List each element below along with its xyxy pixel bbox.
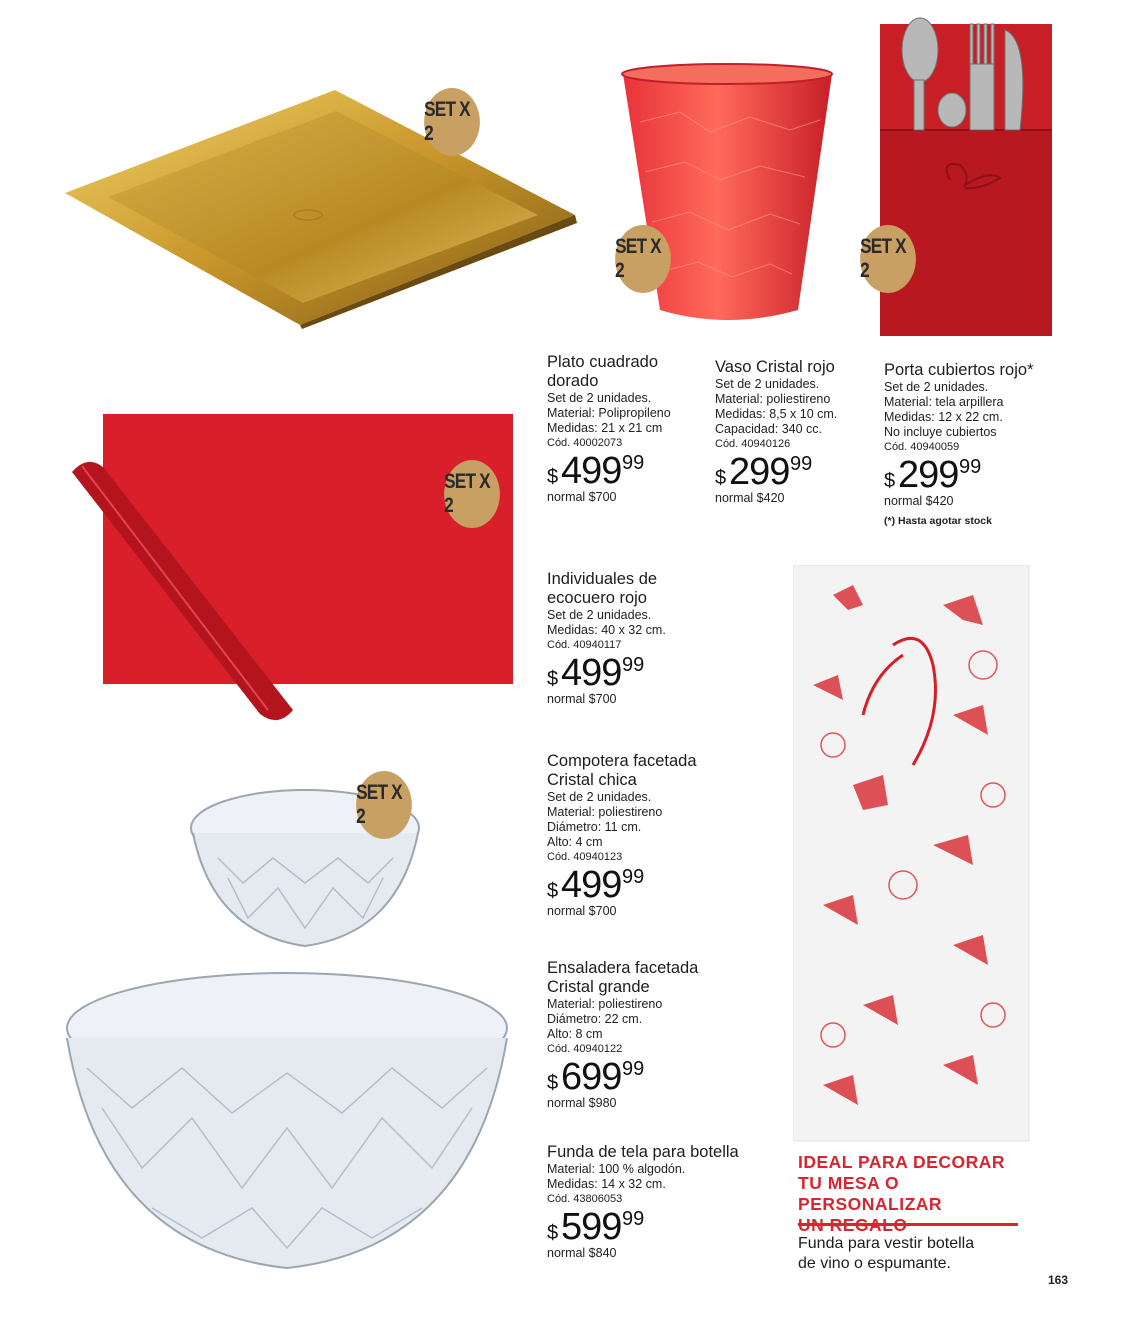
product-detail: No incluye cubiertos <box>884 425 997 439</box>
product-price <box>547 1206 747 1246</box>
price-decimals: 99 <box>622 1058 645 1080</box>
promo-headline-line: TU MESA O PERSONALIZAR <box>798 1173 943 1214</box>
product-detail: Set de 2 unidades. <box>547 391 652 405</box>
product-price <box>547 652 687 692</box>
product-detail: Alto: 8 cm <box>547 1027 603 1041</box>
product-detail: Material: 100 % algodón. <box>547 1162 686 1176</box>
product-price <box>884 454 1054 494</box>
product-detail: Medidas: 21 x 21 cm <box>547 421 663 435</box>
product-title: Ensaladera facetada Cristal grande <box>547 959 699 996</box>
price-currency: $ <box>547 880 559 902</box>
promo-subtext-line: de vino o espumante. <box>798 1255 951 1272</box>
product-title: Porta cubiertos rojo* <box>884 361 1034 379</box>
product-title: Compotera facetada Cristal chica <box>547 752 697 789</box>
price-decimals: 99 <box>622 1208 645 1230</box>
product-price <box>547 1056 707 1096</box>
normal-price: normal $840 <box>547 1246 617 1260</box>
product-red-glass <box>715 358 885 506</box>
set-badge-plate: SET X 2 <box>424 88 480 156</box>
product-large-bowl <box>547 959 707 1111</box>
product-gold-plate <box>547 353 677 505</box>
promo-divider <box>798 1223 1018 1226</box>
placemat-image <box>68 410 518 722</box>
price-integer: 599 <box>561 1206 622 1248</box>
product-code: Cód. 40940126 <box>715 438 791 450</box>
set-badge-placemat: SET X 2 <box>444 460 500 528</box>
product-title: Funda de tela para botella <box>547 1143 739 1161</box>
promo-headline-line: IDEAL PARA DECORAR <box>798 1152 1006 1172</box>
cutlery-holder-image <box>880 10 1055 338</box>
price-decimals: 99 <box>622 654 645 676</box>
price-integer: 699 <box>561 1056 622 1098</box>
price-integer: 299 <box>729 451 790 493</box>
product-small-bowl <box>547 752 707 919</box>
product-code: Cód. 40940123 <box>547 851 623 863</box>
price-currency: $ <box>547 1222 559 1244</box>
normal-price: normal $980 <box>547 1096 617 1110</box>
gold-plate-image <box>60 85 585 330</box>
product-detail: Material: tela arpillera <box>884 395 1004 409</box>
product-code: Cód. 40940122 <box>547 1043 623 1055</box>
price-integer: 499 <box>561 652 622 694</box>
price-decimals: 99 <box>622 866 645 888</box>
bottle-cover-image <box>793 565 1033 1143</box>
product-detail: Material: poliestireno <box>547 997 663 1011</box>
product-detail: Capacidad: 340 cc. <box>715 422 823 436</box>
price-decimals: 99 <box>790 453 813 475</box>
price-decimals: 99 <box>959 456 982 478</box>
normal-price: normal $700 <box>547 692 617 706</box>
price-currency: $ <box>547 1072 559 1094</box>
promo-subtext <box>798 1234 1038 1274</box>
product-detail: Medidas: 40 x 32 cm. <box>547 623 666 637</box>
product-title: Individuales de ecocuero rojo <box>547 570 658 607</box>
product-price <box>715 451 885 491</box>
product-detail: Set de 2 unidades. <box>715 377 820 391</box>
product-detail: Diámetro: 22 cm. <box>547 1012 643 1026</box>
product-cutlery-holder <box>884 361 1054 527</box>
set-badge-cutlery: SET X 2 <box>860 225 916 293</box>
price-integer: 499 <box>561 450 622 492</box>
product-bottle-cover <box>547 1143 747 1261</box>
normal-price: normal $420 <box>884 494 954 508</box>
product-detail: Set de 2 unidades. <box>884 380 989 394</box>
product-detail: Material: poliestireno <box>715 392 831 406</box>
product-code: Cód. 40002073 <box>547 437 623 449</box>
product-detail: Diámetro: 11 cm. <box>547 820 642 834</box>
product-code: Cód. 40940059 <box>884 441 960 453</box>
product-detail: Medidas: 12 x 22 cm. <box>884 410 1003 424</box>
price-currency: $ <box>547 668 559 690</box>
product-detail: Material: poliestireno <box>547 805 663 819</box>
price-integer: 299 <box>898 454 959 496</box>
product-detail: Material: Polipropileno <box>547 406 671 420</box>
product-code: Cód. 40940117 <box>547 639 622 651</box>
set-badge-glass: SET X 2 <box>615 225 671 293</box>
price-integer: 499 <box>561 864 622 906</box>
page-number: 163 <box>1048 1273 1069 1287</box>
product-price <box>547 450 677 490</box>
price-currency: $ <box>884 470 896 492</box>
stock-note: (*) Hasta agotar stock <box>884 515 992 527</box>
normal-price: normal $700 <box>547 490 617 504</box>
product-placemats <box>547 570 687 707</box>
promo-subtext-line: Funda para vestir botella <box>798 1235 975 1252</box>
product-title: Vaso Cristal rojo <box>715 358 835 376</box>
product-detail: Alto: 4 cm <box>547 835 603 849</box>
product-title: Plato cuadrado dorado <box>547 353 658 390</box>
product-detail: Medidas: 8,5 x 10 cm. <box>715 407 838 421</box>
normal-price: normal $420 <box>715 491 785 505</box>
product-code: Cód. 43806053 <box>547 1193 623 1205</box>
product-detail: Set de 2 unidades. <box>547 790 652 804</box>
set-badge-bowl: SET X 2 <box>356 771 412 839</box>
product-detail: Medidas: 14 x 32 cm. <box>547 1177 666 1191</box>
price-currency: $ <box>547 466 559 488</box>
price-currency: $ <box>715 467 727 489</box>
product-detail: Set de 2 unidades. <box>547 608 652 622</box>
large-bowl-image <box>62 968 512 1273</box>
product-price <box>547 864 707 904</box>
price-decimals: 99 <box>622 452 645 474</box>
normal-price: normal $700 <box>547 904 617 918</box>
